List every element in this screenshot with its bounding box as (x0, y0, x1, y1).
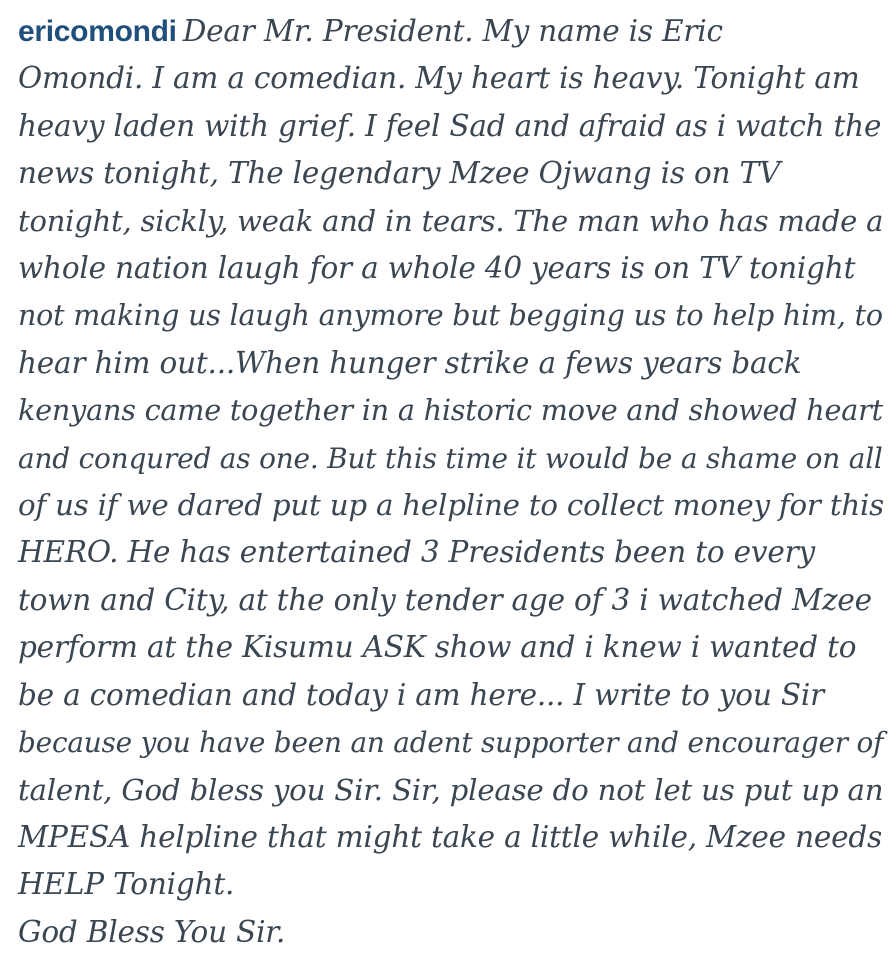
caption-line: be a comedian and today i am here... I write to you Sir (18, 677, 824, 712)
caption-line: because you have been an adent supporter and encourager of (18, 726, 884, 760)
caption-line: HELP Tonight. (18, 867, 235, 902)
username-link[interactable]: ericomondi (18, 15, 177, 48)
caption-line: HERO. He has entertained 3 Presidents been to every (18, 535, 815, 570)
caption-line: and conqured as one. But this time it would be a shame on all (18, 441, 883, 475)
caption-text: Dear Mr. President. My name is Eric (182, 14, 723, 48)
post-caption (18, 8, 884, 956)
caption-line: heavy laden with grief. I feel Sad and afraid as i watch the (18, 108, 882, 143)
caption-line: God Bless You Sir. (18, 914, 286, 949)
caption-line: kenyans came together in a historic move and showed heart (18, 393, 883, 428)
caption-line: hear him out...When hunger strike a fews years back (18, 345, 802, 380)
caption-line: Omondi. I am a comedian. My heart is heavy. Tonight am (18, 61, 860, 96)
caption-line: tonight, sickly, weak and in tears. The man who has made a (18, 203, 884, 238)
caption-line: not making us laugh anymore but begging us to help him, to (18, 299, 883, 333)
caption-line: perform at the Kisumu ASK show and i knew i wanted to (18, 630, 857, 665)
caption-line: talent, God bless you Sir. Sir, please do not let us put up an (18, 772, 884, 807)
caption-line: whole nation laugh for a whole 40 years is on TV tonight (18, 251, 856, 286)
caption-line: MPESA helpline that might take a little while, Mzee needs (18, 819, 883, 854)
caption-line: town and City, at the only tender age of 3 i watched Mzee (18, 582, 872, 617)
caption-line (18, 8, 884, 55)
caption-line: news tonight, The legendary Mzee Ojwang is on TV (18, 156, 781, 191)
caption-line: of us if we dared put up a helpline to collect money for this (18, 488, 884, 523)
